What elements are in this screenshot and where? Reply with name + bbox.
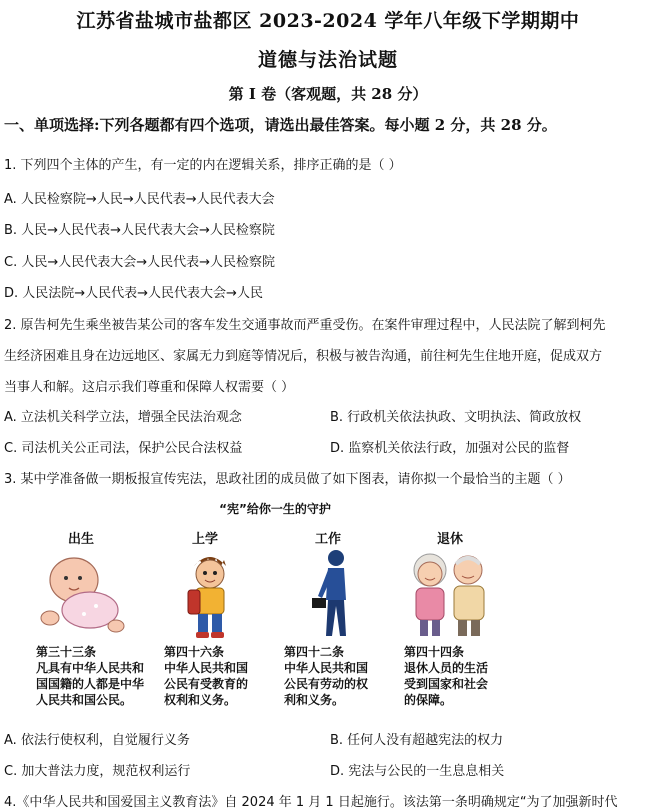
article-44: 第四十四条 退休人员的生活 受到国家和社会 的保障。 [404,645,489,707]
article-46: 第四十六条 中华人民共和国 公民有受教育的 权利和义务。 [164,645,249,707]
q2-option-a: A. 立法机关科学立法，增强全民法治观念 [4,410,242,425]
q3-option-b: B. 任何人没有超越宪法的权力 [330,733,504,748]
q1-option-d: D. 人民法院→人民代表→人民代表大会→人民 [4,286,263,301]
q3-option-d: D. 宪法与公民的一生息息相关 [330,764,505,779]
student-illustration [180,548,240,640]
q2-option-b: B. 行政机关依法执政、文明执法、简政放权 [330,410,582,425]
elderly-couple-illustration [398,548,500,638]
q2-option-d: D. 监察机关依法行政，加强对公民的监督 [330,441,570,456]
article-42: 第四十二条 中华人民共和国 公民有劳动的权 利和义务。 [284,645,369,707]
baby-illustration [36,548,128,638]
q1-option-b: B. 人民→人民代表→人民代表大会→人民检察院 [4,223,275,238]
exam-subtitle: 道德与法治试题 [257,49,398,71]
q1-option-c: C. 人民→人民代表大会→人民代表→人民检察院 [4,255,276,270]
q2-stem-line1: 2. 原告柯先生乘坐被告某公司的客车发生交通事故而严重受伤。在案件审理过程中，人民法院了解到柯先 [4,318,606,333]
q3-option-a: A. 依法行使权利，自觉履行义务 [4,733,190,748]
section-heading: 一、单项选择:下列各题都有四个选项，请选出最佳答案。每小题 2 分，共 28 分。 [4,116,557,134]
worker-illustration [308,548,358,640]
stage-retire: 退休 [437,532,464,547]
q1-option-a: A. 人民检察院→人民→人民代表→人民代表大会 [4,192,275,207]
q3-stem: 3. 某中学准备做一期板报宣传宪法，思政社团的成员做了如下图表，请你拟一个最恰当的主题（ ） [4,472,571,487]
q1-stem: 1. 下列四个主体的产生，有一定的内在逻辑关系，排序正确的是（ ） [4,158,402,173]
exam-title: 江苏省盐城市盐都区 2023-2024 学年八年级下学期期中 [76,10,580,32]
q3-option-c: C. 加大普法力度，规范权利运行 [4,764,191,779]
article-33: 第三十三条 凡具有中华人民共和 国国籍的人都是中华 人民共和国公民。 [36,645,145,707]
q2-stem-line2: 生经济困难且身在边远地区、家属无力到庭等情况后，积极与被告沟通，前往柯先生住地开庭，促成双方 [4,349,603,364]
q4-stem: 4.《中华人民共和国爱国主义教育法》自 2024 年 1 月 1 日起施行。该法第一条明确规定“为了加强新时代 [4,795,618,810]
q2-option-c: C. 司法机关公正司法，保护公民合法权益 [4,441,243,456]
stage-birth: 出生 [68,532,95,547]
stage-work: 工作 [315,532,342,547]
figure-title: “宪”给你一生的守护 [219,502,331,516]
q2-stem-line3: 当事人和解。这启示我们尊重和保障人权需要（ ） [4,380,295,395]
stage-school: 上学 [192,532,219,547]
part-heading: 第 I 卷（客观题，共 28 分） [228,85,428,103]
